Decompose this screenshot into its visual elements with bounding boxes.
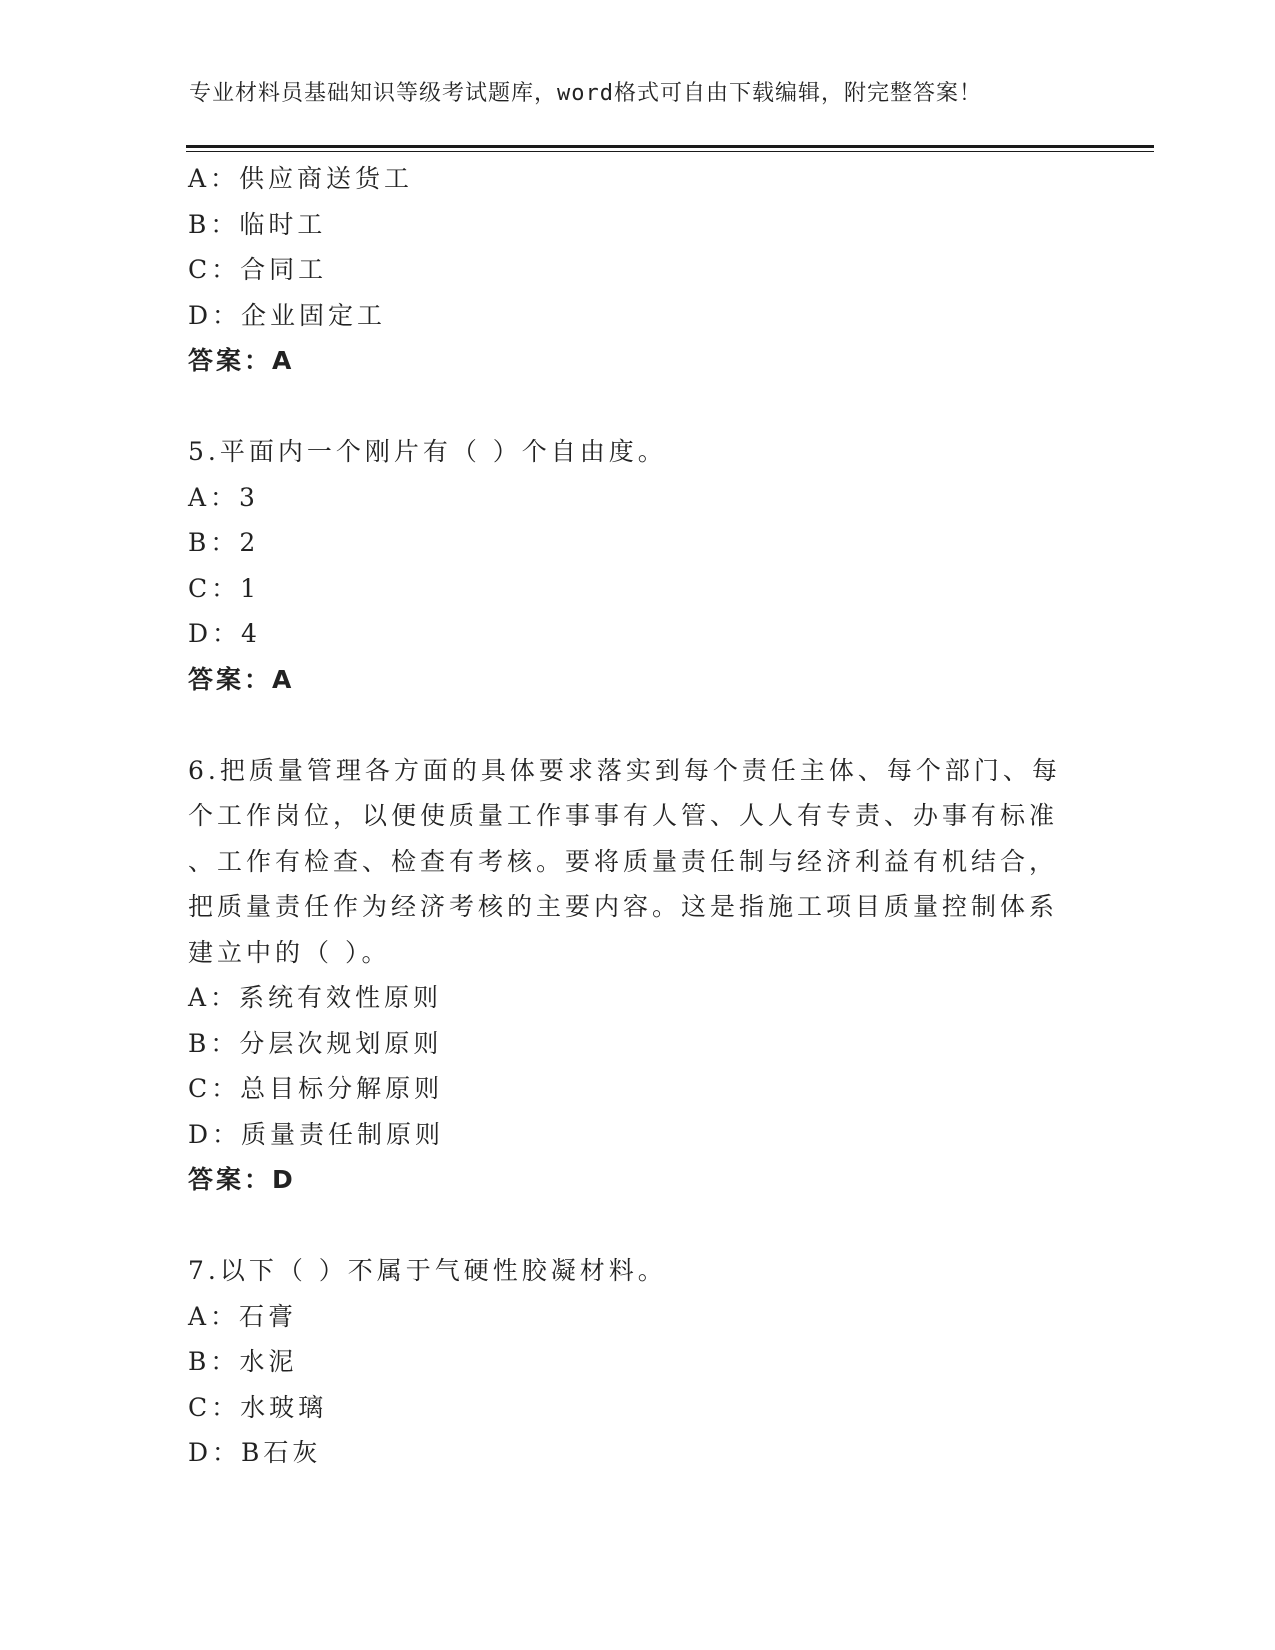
question-6-option-b: B：分层次规划原则 — [188, 1028, 443, 1058]
spacer — [188, 384, 1068, 430]
question-6-stem-line: 建立中的（ ）。 — [188, 937, 391, 967]
question-7-option-c: C：水玻璃 — [188, 1392, 328, 1422]
question-5-option-d: D：4 — [188, 619, 261, 648]
question-5-option-a: A：3 — [188, 482, 259, 512]
question-6-option-c: C：总目标分解原则 — [188, 1074, 444, 1103]
spacer — [188, 702, 1068, 748]
question-6-stem-line: 、工作有检查、检查有考核。要将质量责任制与经济利益有机结合， — [188, 846, 1059, 876]
question-4-option-a: A：供应商送货工 — [188, 164, 414, 193]
question-5 — [188, 429, 1068, 702]
spacer — [188, 1203, 1068, 1249]
question-7-option-b: B：水泥 — [188, 1347, 298, 1376]
question-5-answer: 答案：A — [188, 664, 295, 694]
question-5-option-b: B：2 — [188, 528, 260, 557]
header-divider-thin — [186, 151, 1154, 152]
question-6-answer: 答案：D — [188, 1165, 296, 1194]
question-5-stem: 5.平面内一个刚片有（ ）个自由度。 — [188, 437, 667, 466]
page-header-title: 专业材料员基础知识等级考试题库，word格式可自由下载编辑，附完整答案！ — [189, 81, 982, 106]
question-6-stem — [188, 748, 1068, 976]
question-4 — [188, 156, 1068, 384]
question-7-option-d: D：B石灰 — [188, 1438, 322, 1467]
question-6-stem-line: 个工作岗位，以便使质量工作事事有人管、人人有专责、办事有标准 — [188, 801, 1059, 830]
question-5-option-c: C：1 — [188, 573, 261, 603]
question-7-stem: 7.以下（ ）不属于气硬性胶凝材料。 — [188, 1256, 667, 1285]
question-list — [188, 156, 1068, 1476]
question-7 — [188, 1248, 1068, 1476]
question-6-option-a: A：系统有效性原则 — [188, 983, 443, 1012]
question-4-option-b: B：临时工 — [188, 209, 327, 239]
question-6 — [188, 748, 1068, 1203]
question-6-stem-line: 6.把质量管理各方面的具体要求落实到每个责任主体、每个部门、每 — [188, 755, 1061, 785]
header-divider-thick — [186, 145, 1154, 148]
question-4-answer: 答案：A — [188, 346, 295, 375]
question-6-option-d: D：质量责任制原则 — [188, 1119, 445, 1149]
question-4-option-c: C：合同工 — [188, 255, 328, 284]
question-7-option-a: A：石膏 — [188, 1301, 298, 1331]
question-4-option-d: D：企业固定工 — [188, 300, 387, 330]
question-6-stem-line: 把质量责任作为经济考核的主要内容。这是指施工项目质量控制体系 — [188, 892, 1059, 921]
